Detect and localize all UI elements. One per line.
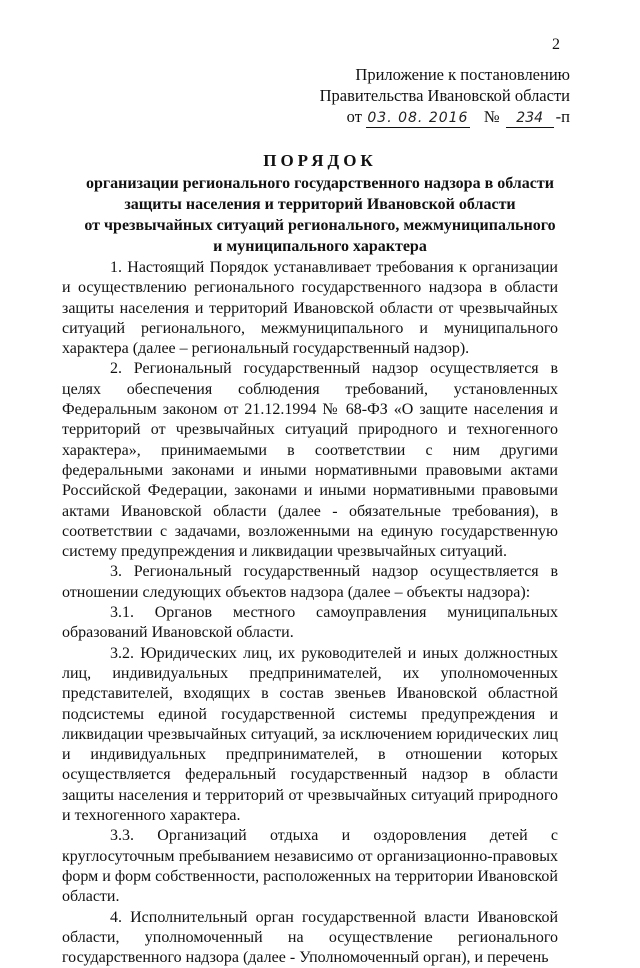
handwritten-number: 234 (506, 110, 554, 128)
date-prefix: от (347, 106, 362, 127)
document-title (60, 150, 580, 257)
paragraph-3-1: 3.1. Органов местного самоуправления муниципальных образований Ивановской области. (62, 603, 558, 644)
number-suffix: -п (556, 106, 570, 127)
paragraph-2: 2. Региональный государственный надзор осуществляется в целях обеспечения соблюдения требований, установленных Федеральным законом от 21.12.1994 № 68-ФЗ «О защите населения и территорий от чрезвычайных ситуаций природного и техногенного характера», принимаемыми в соответствии с ним другими федеральными законами и иными нормативными правовыми актами Российской Федерации, законами и иными нормативными правовыми актами Ивановской области (далее - обязательные требования), в соответствии с задачами, возложенными на единую государственную систему предупреждения и ликвидации чрезвычайных ситуаций. (62, 359, 558, 562)
paragraph-3-2: 3.2. Юридических лиц, их руководителей и иных должностных лиц, индивидуальных предпринимателей, их уполномоченных представителей, входящих в состав звеньев Ивановской областной подсистемы единой государственной системы предупреждения и ликвидации чрезвычайных ситуаций, за исключением юридических лиц и индивидуальных предпринимателей, в отношении которых осуществляется федеральный государственный надзор в области защиты населения и территорий от чрезвычайных ситуаций природного и техногенного характера. (62, 644, 558, 827)
appendix-date-line (250, 106, 570, 128)
title-line-2: защиты населения и территорий Ивановской области (60, 194, 580, 215)
paragraph-3: 3. Региональный государственный надзор осуществляется в отношении следующих объектов надзора (далее – объекты надзора): (62, 562, 558, 603)
paragraph-4: 4. Исполнительный орган государственной власти Ивановской области, уполномоченный на осуществление регионального государственного надзора (далее - Уполномоченный орган), и перечень (62, 908, 558, 968)
title-line-3: от чрезвычайных ситуаций регионального, межмуниципального (60, 215, 580, 236)
document-body (62, 258, 558, 968)
paragraph-3-3: 3.3. Организаций отдыха и оздоровления детей с круглосуточным пребыванием независимо от организационно-правовых форм и форм собственности, расположенных на территории Ивановской области. (62, 826, 558, 907)
appendix-block (250, 64, 570, 128)
number-prefix: № (484, 106, 500, 127)
appendix-line-2: Правительства Ивановской области (250, 85, 570, 106)
title-line-1: организации регионального государственного надзора в области (60, 173, 580, 194)
page-number: 2 (552, 36, 560, 54)
title-line-4: и муниципального характера (60, 236, 580, 257)
paragraph-1: 1. Настоящий Порядок устанавливает требования к организации и осуществлению регионального государственного надзора в области защиты населения и территорий Ивановской области от чрезвычайных ситуаций регионального, межмуниципального и муниципального характера (далее – региональный государственный надзор). (62, 258, 558, 359)
title-main: ПОРЯДОК (60, 150, 580, 171)
handwritten-date: 03. 08. 2016 (366, 110, 470, 128)
appendix-line-1: Приложение к постановлению (250, 64, 570, 85)
